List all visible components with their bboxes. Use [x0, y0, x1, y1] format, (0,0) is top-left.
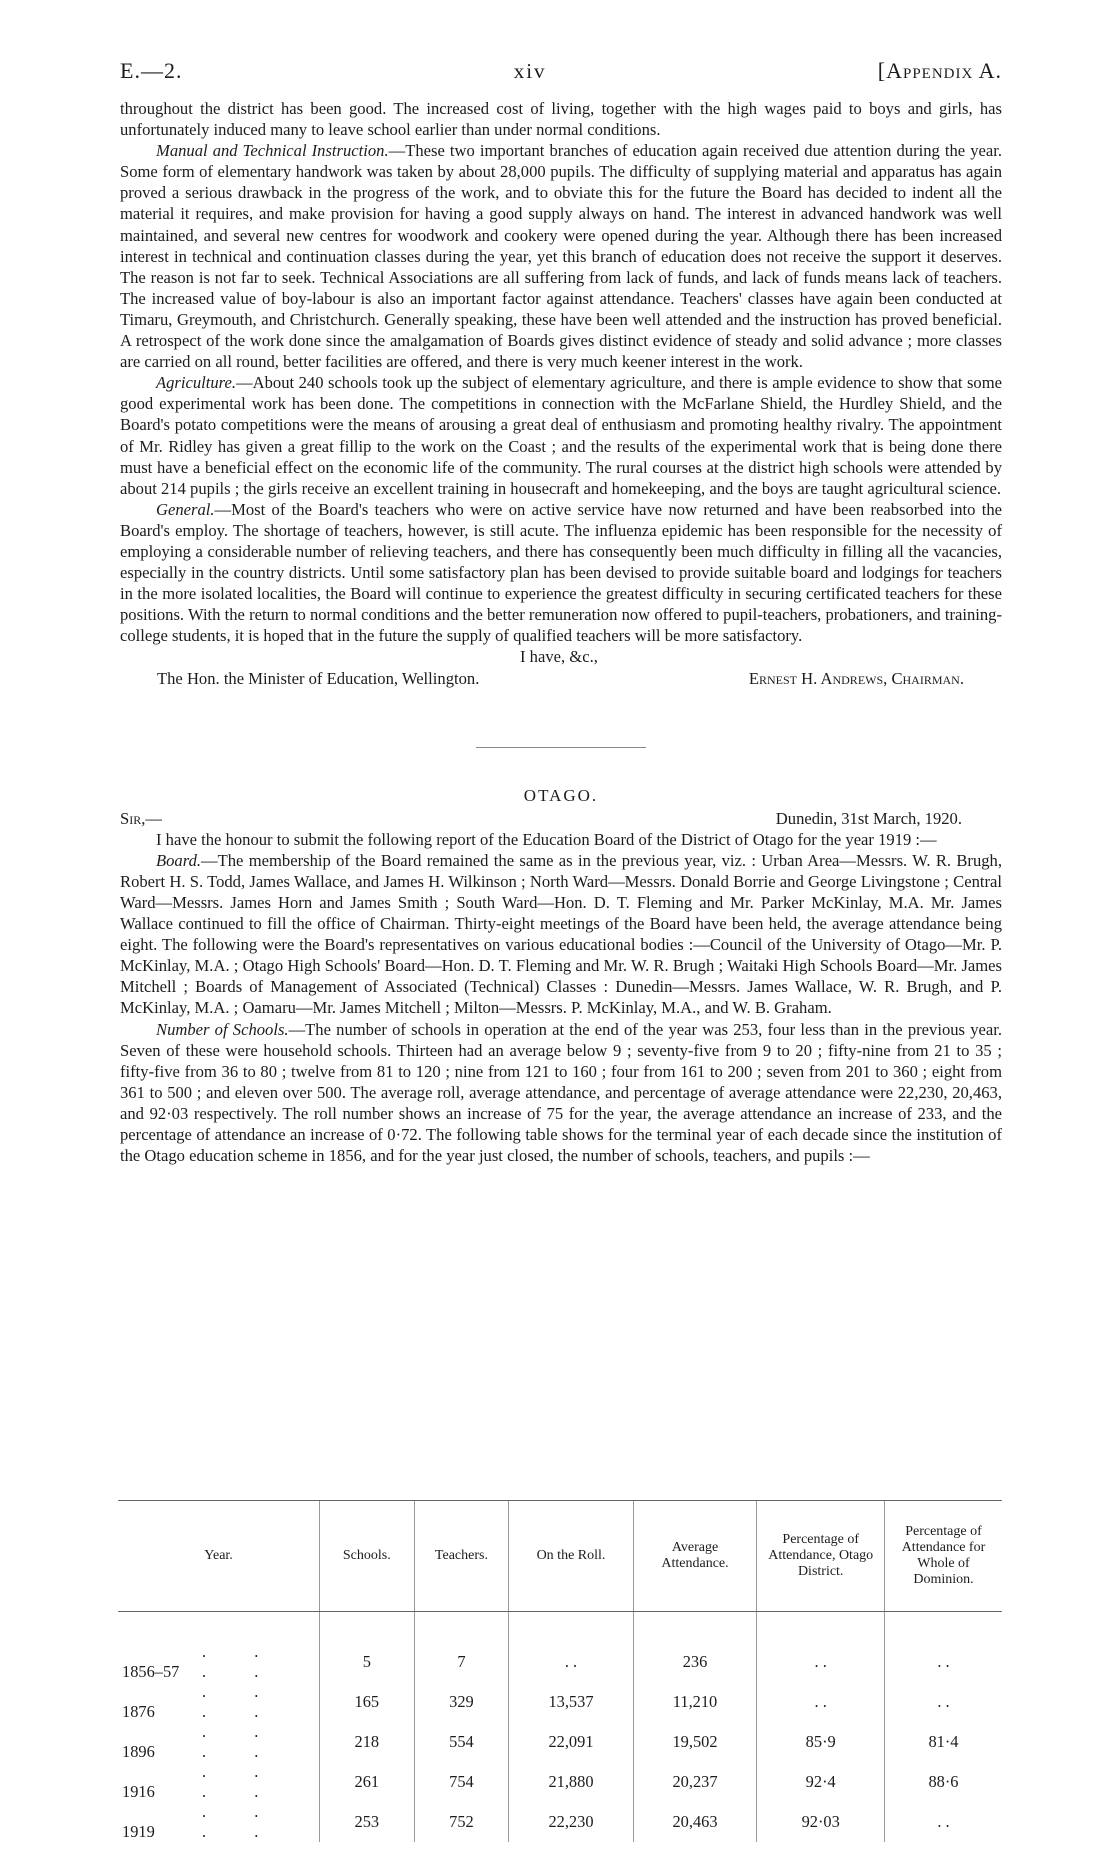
table-cell-pct-otago: 92·4: [757, 1762, 885, 1802]
table-row: [118, 1682, 1002, 1722]
year-cell: [118, 1612, 320, 1683]
table-cell-schools: 253: [320, 1802, 414, 1842]
table-cell-teachers: 754: [414, 1762, 509, 1802]
year-value: 1896: [122, 1742, 155, 1761]
year-value: 1856–57: [122, 1662, 180, 1681]
table-cell-attendance: 19,502: [633, 1722, 757, 1762]
leader-dots: . . . .: [202, 1802, 281, 1841]
column-header: Schools.: [320, 1501, 414, 1612]
paragraph-heading: General.: [156, 499, 215, 519]
table-cell-teachers: 554: [414, 1722, 509, 1762]
signatory: Ernest H. Andrews, Chairman.: [748, 668, 964, 688]
table-row: [118, 1802, 1002, 1842]
header-right: [Appendix A.: [877, 58, 1002, 83]
table-row: [118, 1612, 1002, 1683]
table-cell-pct-otago: . .: [757, 1682, 885, 1722]
paragraph-general: General.—Most of the Board's teachers who were on active service have now returned and have been reabsorbed into the Board's employ. The shortage of teachers, however, is still acute. The influenza epidemic has been responsible for the necessity of employing a considerable number of relieving teachers, and there has consequently been much difficulty in filling all the vacancies, especially in the country districts. Until some satisfactory plan has been devised to provide suitable board and lodgings for teachers in the more isolated localities, the Board will continue to experience the greatest difficulty in securing certificated teachers for these positions. With the return to normal conditions and the better remuneration now offered to pupil-teachers, probationers, and training-college students, it is hoped that in the future the supply of qualified teachers will be more satisfactory.: [120, 499, 1002, 646]
table-cell-pct-otago: 92·03: [757, 1802, 885, 1842]
year-value: 1876: [122, 1702, 155, 1721]
table-cell-attendance: 20,463: [633, 1802, 757, 1842]
paragraph-agriculture: Agriculture.—About 240 schools took up the subject of elementary agriculture, and there is ample evidence to show that some good experimental work has been done. The competitions in connection with the McFarlane Shield, the Hurdley Shield, and the Board's potato competitions were the means of arousing a great deal of enthusiasm and promoting healthy rivalry. The appointment of Mr. Ridley has given a great fillip to the work on the Coast ; and the results of the experimental work that is being done there must have a beneficial effect on the economic life of the community. The rural courses at the district high schools were attended by about 214 pupils ; the girls receive an excellent training in housecraft and homekeeping, and the boys are taught agricultural science.: [120, 373, 1002, 498]
paragraph-board: Board.—The membership of the Board remained the same as in the previous year, viz. : Urban Area—Messrs. W. R. Brugh, Robert H. S. Todd, James Wallace, and James H. Wilkinson ; North Ward—Messrs. Donald Borrie and George Livingstone ; Central Ward—Messrs. James Horn and James Smith ; South Ward—Hon. D. T. Fleming and Mr. Parker McKinlay, M.A. Mr. James Wallace continued to fill the office of Chairman. Thirty-eight meetings of the Board have been held, the average attendance being eight. The following were the Board's representatives on various educational bodies :—Council of the University of Otago—Mr. P. McKinlay, M.A. ; Otago High Schools' Board—Hon. D. T. Fleming and Mr. W. R. Brugh ; Waitaki High Schools Board—Mr. James Mitchell ; Boards of Management of Associated (Technical) Classes : Dunedin—Messrs. James Wallace, W. R. Brugh, and P. McKinlay, M.A. ; Oamaru—Mr. James Mitchell ; Milton—Messrs. P. McKinlay, M.A., and W. B. Graham.: [120, 850, 1002, 1018]
year-cell: [118, 1762, 320, 1802]
table-cell-teachers: 329: [414, 1682, 509, 1722]
table-cell-pct-dominion: 81·4: [884, 1722, 1002, 1762]
closing-block: [120, 668, 1002, 689]
table-cell-pct-dominion: . .: [884, 1682, 1002, 1722]
table-cell-teachers: 752: [414, 1802, 509, 1842]
page-header: [120, 58, 1002, 84]
table-cell-pct-otago: . .: [757, 1612, 885, 1683]
table-cell-roll: . .: [509, 1612, 633, 1683]
paragraph-heading: Board.: [156, 850, 202, 870]
table-row: [118, 1762, 1002, 1802]
paragraph-manual-technical: Manual and Technical Instruction.—These two important branches of education again received due attention during the year. Some form of elementary handwork was taken by about 28,000 pupils. The difficulty of supplying material and apparatus has again proved a serious drawback in the progress of the work, and to obviate this for the future the Board has decided to indent all the material it requires, and make provision for having a good supply always on hand. The interest in advanced handwork was well maintained, and several new centres for woodwork and cookery were opened during the year. Although there has been increased interest in technical and continuation classes during the year, yet this branch of education does not receive the support it deserves. The reason is not far to seek. Technical Associations are all suffering from lack of funds, and lack of funds means lack of teachers. The increased value of boy-labour is also an important factor against attendance. Teachers' classes have again been conducted at Timaru, Greymouth, and Christchurch. Generally speaking, these have been well attended and the instruction has proved beneficial. A retrospect of the work done since the amalgamation of Boards gives distinct evidence of steady and solid advance ; more classes are carried on all round, better facilities are offered, and there is very much keener interest in the work.: [120, 141, 1003, 372]
place-date: Dunedin, 31st March, 1920.: [775, 808, 962, 828]
leader-dots: . . . .: [202, 1642, 281, 1681]
paragraph-intro: I have the honour to submit the following report of the Education Board of the District of Otago for the year 1919 :—: [156, 829, 937, 849]
section-divider: [476, 747, 646, 748]
year-cell: [118, 1682, 320, 1722]
table-cell-attendance: 11,210: [633, 1682, 757, 1722]
column-header: On the Roll.: [509, 1501, 633, 1612]
leader-dots: . . . .: [202, 1722, 281, 1761]
table-cell-attendance: 20,237: [633, 1762, 757, 1802]
table-cell-pct-otago: 85·9: [757, 1722, 885, 1762]
column-header: Percentage of Attendance, Otago District.: [757, 1501, 885, 1612]
paragraph-number-of-schools: Number of Schools.—The number of schools in operation at the end of the year was 253, four less than in the previous year. Seven of these were household schools. Thirteen had an average below 9 ; seventy-five from 9 to 20 ; fifty-nine from 21 to 35 ; fifty-five from 36 to 80 ; twelve from 81 to 120 ; nine from 121 to 160 ; four from 161 to 200 ; seven from 201 to 360 ; eight from 361 to 500 ; and eleven over 500. The average roll, average attendance, and percentage of average attendance were 22,230, 20,463, and 92·03 respectively. The roll number shows an increase of 75 for the year, the average attendance an increase of 233, and the percentage of attendance an increase of 0·72. The following table shows for the terminal year of each decade since the institution of the Otago education scheme in 1856, and for the year just closed, the number of schools, teachers, and pupils :—: [120, 1019, 1002, 1166]
column-header: Teachers.: [414, 1501, 509, 1612]
table-row: [118, 1722, 1002, 1762]
table-cell-roll: 21,880: [509, 1762, 633, 1802]
section-title: OTAGO.: [523, 785, 599, 805]
schools-statistics-table: [118, 1500, 1002, 1842]
table-cell-pct-dominion: 88·6: [884, 1762, 1002, 1802]
table-cell-schools: 261: [320, 1762, 414, 1802]
header-left: E.—2.: [120, 58, 183, 83]
paragraph-heading: Number of Schools.: [156, 1019, 289, 1039]
table-header-row: [118, 1501, 1002, 1612]
table-cell-schools: 218: [320, 1722, 414, 1762]
addressee: The Hon. the Minister of Education, Wellington.: [157, 668, 480, 688]
table-cell-attendance: 236: [633, 1612, 757, 1683]
closing-formula: I have, &c.,: [520, 647, 598, 667]
table-cell-roll: 13,537: [509, 1682, 633, 1722]
table-cell-roll: 22,091: [509, 1722, 633, 1762]
year-value: 1919: [122, 1822, 155, 1841]
salutation: Sir,—: [120, 808, 162, 828]
column-header: Percentage of Attendance for Whole of Dominion.: [884, 1501, 1002, 1612]
table-cell-pct-dominion: . .: [884, 1802, 1002, 1842]
column-header: Average Attendance.: [633, 1501, 757, 1612]
column-header: Year.: [118, 1501, 320, 1612]
paragraph-continued: throughout the district has been good. The increased cost of living, together with the high wages paid to boys and girls, has unfortunately induced many to leave school earlier than under normal conditions.: [120, 99, 1002, 140]
table-cell-teachers: 7: [414, 1612, 509, 1683]
table-cell-roll: 22,230: [509, 1802, 633, 1842]
table-cell-pct-dominion: . .: [884, 1612, 1002, 1683]
table-cell-schools: 165: [320, 1682, 414, 1722]
leader-dots: . . . .: [202, 1762, 281, 1801]
leader-dots: . . . .: [202, 1682, 281, 1721]
table-cell-schools: 5: [320, 1612, 414, 1683]
document-page: [120, 58, 1002, 1166]
paragraph-heading: Agriculture.: [156, 373, 237, 393]
page-number: xiv: [513, 59, 547, 83]
paragraph-heading: Manual and Technical Instruction.: [156, 141, 389, 161]
salutation-line: [120, 808, 1002, 829]
year-value: 1916: [122, 1782, 155, 1801]
year-cell: [118, 1802, 320, 1842]
year-cell: [118, 1722, 320, 1762]
